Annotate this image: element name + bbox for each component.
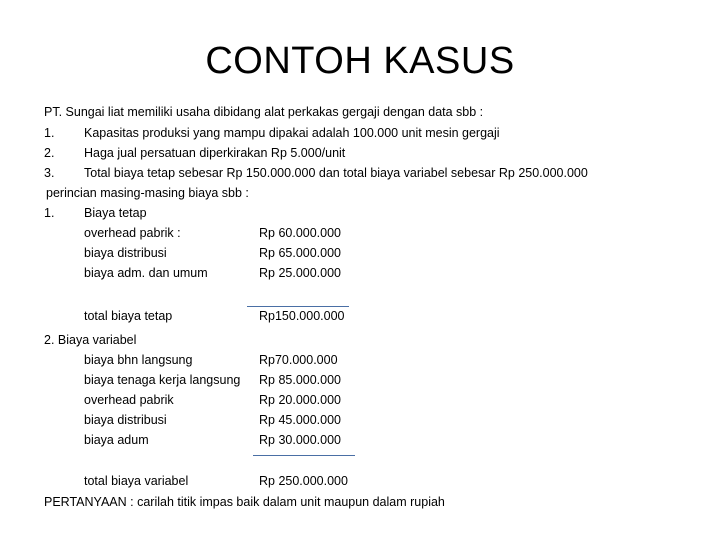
question-text: PERTANYAAN : carilah titik impas baik dalam unit maupun dalam rupiah [44,495,445,509]
fixed-total-rule [247,306,349,307]
fixed-cost-amount: Rp 60.000.000 [259,226,342,240]
variable-cost-label: biaya adum [84,433,149,447]
point-number: 1. [44,126,55,140]
variable-cost-amount: Rp 85.000.000 [259,373,342,387]
variable-cost-label: biaya distribusi [84,413,167,427]
variable-cost-amount: Rp70.000.000 [259,353,338,367]
breakdown-intro: perincian masing-masing biaya sbb : [46,186,249,200]
variable-total-amount: Rp 250.000.000 [259,474,348,488]
fixed-cost-amount: Rp 65.000.000 [259,246,342,260]
fixed-cost-label: biaya adm. dan umum [84,266,208,280]
fixed-cost-label: biaya distribusi [84,246,167,260]
fixed-total-amount: Rp150.000.000 [259,309,345,323]
variable-cost-amount: Rp 30.000.000 [259,433,342,447]
fixed-cost-amount: Rp 25.000.000 [259,266,342,280]
variable-cost-amount: Rp 45.000.000 [259,413,342,427]
variable-total-label: total biaya variabel [84,474,189,488]
point-text: Haga jual persatuan diperkirakan Rp 5.000/unit [84,146,346,160]
variable-cost-amount: Rp 20.000.000 [259,393,342,407]
variable-cost-heading: 2. Biaya variabel [44,333,137,347]
point-text: Total biaya tetap sebesar Rp 150.000.000 dan total biaya variabel sebesar Rp 250.000.000 [84,166,588,180]
page-title: CONTOH KASUS [205,40,515,82]
fixed-cost-heading: Biaya tetap [84,206,147,220]
variable-cost-label: biaya tenaga kerja langsung [84,373,241,387]
variable-cost-label: biaya bhn langsung [84,353,193,367]
point-number: 3. [44,166,55,180]
point-text: Kapasitas produksi yang mampu dipakai adalah 100.000 unit mesin gergaji [84,126,500,140]
point-number: 2. [44,146,55,160]
fixed-cost-number: 1. [44,206,55,220]
fixed-total-label: total biaya tetap [84,309,173,323]
variable-cost-label: overhead pabrik [84,393,174,407]
variable-total-rule [253,455,355,456]
intro-text: PT. Sungai liat memiliki usaha dibidang alat perkakas gergaji dengan data sbb : [44,105,484,119]
fixed-cost-label: overhead pabrik : [84,226,181,240]
